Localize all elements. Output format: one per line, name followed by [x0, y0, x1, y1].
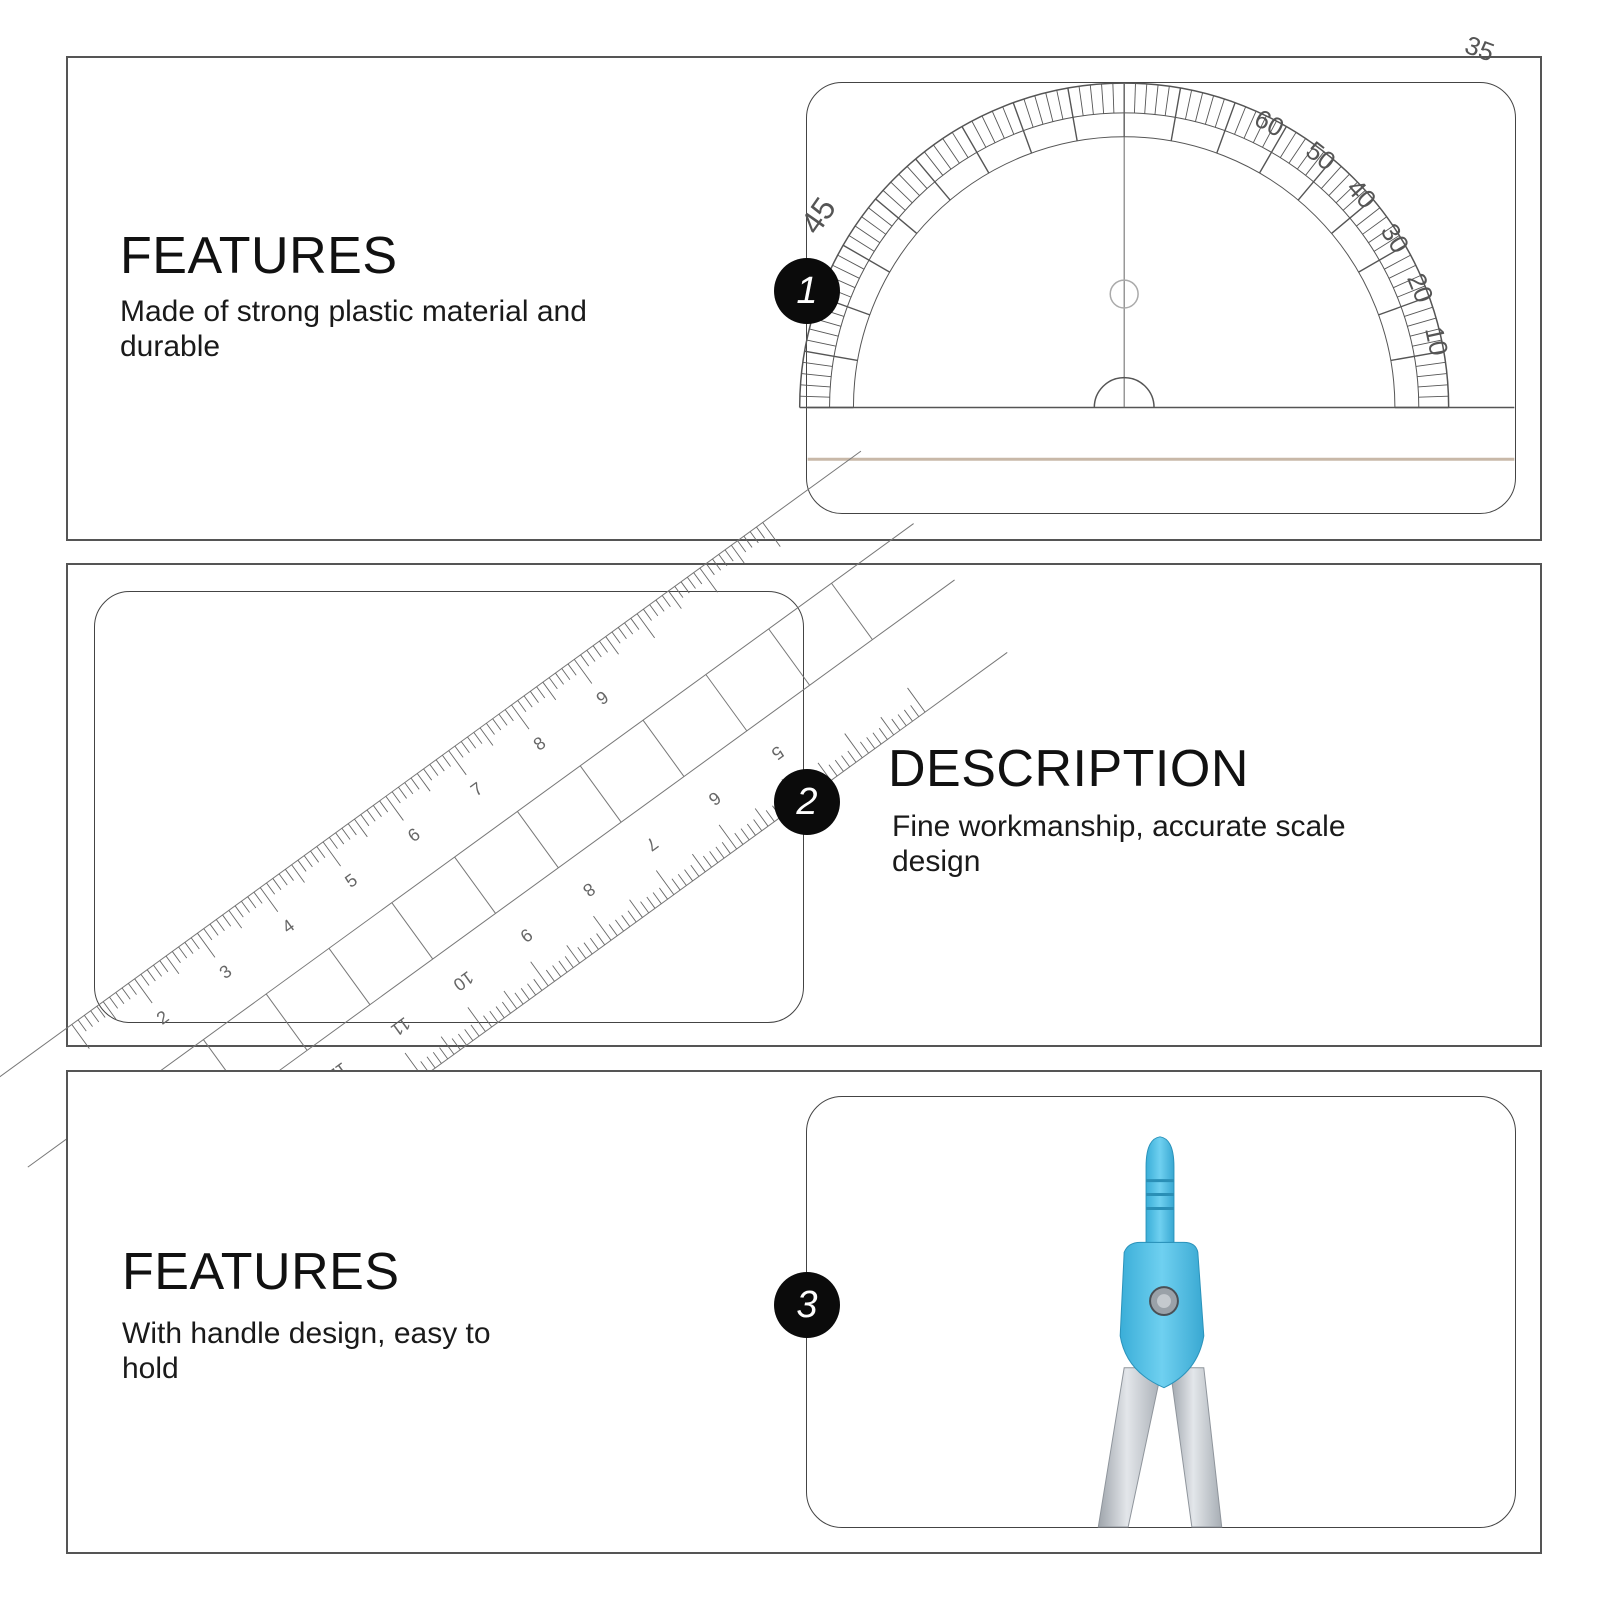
ruler-upper-tick	[292, 865, 305, 883]
ruler-lower-label: 11	[387, 1013, 415, 1041]
protractor-tick	[962, 126, 989, 173]
ruler-upper-tick	[78, 1020, 86, 1031]
ruler-upper-tick	[373, 805, 381, 816]
protractor-tick	[1134, 83, 1135, 113]
ruler-upper-tick	[367, 810, 375, 821]
ruler-lower-tick	[440, 1048, 448, 1059]
ruler-upper-tick	[179, 947, 187, 958]
ruler-upper-tick	[204, 929, 212, 940]
feature-panel-1	[66, 31, 1542, 541]
ruler-upper-tick	[650, 605, 658, 616]
ruler-divider	[769, 629, 810, 685]
ruler-divider	[329, 948, 370, 1004]
protractor-degree-label: 50	[1300, 136, 1341, 177]
ruler-upper-tick	[493, 719, 501, 730]
panel-3-text: With handle design, easy to hold	[122, 1317, 491, 1385]
protractor-tick	[809, 329, 838, 336]
ruler-upper-tick	[97, 1006, 105, 1017]
panel-1-heading: FEATURES	[120, 227, 398, 285]
ruler-upper-tick	[731, 545, 744, 563]
ruler-upper-label: 2	[152, 1006, 173, 1029]
ruler-lower-label: 8	[579, 878, 600, 901]
ruler-photo	[94, 591, 804, 1041]
ruler-lower-tick	[452, 1039, 460, 1050]
ruler-upper-tick	[304, 856, 312, 867]
ruler-divider	[517, 811, 558, 867]
ruler-lower-tick	[835, 760, 843, 771]
compass-right-leg	[1170, 1368, 1222, 1527]
ruler-upper-label: 9	[592, 686, 613, 710]
ruler-upper-tick	[537, 687, 545, 698]
ruler-upper-tick	[669, 591, 682, 609]
ruler-upper-tick	[681, 582, 689, 593]
ruler-upper-tick	[386, 796, 404, 820]
ruler-upper-tick	[706, 564, 714, 575]
ruler-upper-tick	[562, 669, 570, 680]
ruler-upper-tick	[631, 618, 639, 629]
ruler-upper-tick	[380, 801, 388, 812]
ruler-upper-tick	[405, 783, 413, 794]
ruler-upper-label: 3	[215, 960, 236, 983]
ruler-upper-tick	[518, 700, 526, 711]
ruler-upper-tick	[336, 833, 344, 844]
ruler-lower-tick	[609, 924, 617, 935]
ruler-upper-tick	[637, 614, 655, 638]
ruler-upper-tick	[248, 897, 256, 908]
ruler-upper-tick	[342, 828, 350, 839]
ruler-lower-tick	[703, 856, 711, 867]
protractor-tick	[1185, 90, 1191, 119]
protractor-tick	[933, 145, 951, 169]
ruler-upper-tick	[430, 764, 438, 775]
ruler-upper-tick	[116, 993, 124, 1004]
protractor-tick	[805, 351, 858, 360]
protractor-degree-label: 30	[1374, 219, 1414, 259]
ruler-lower-tick	[860, 742, 868, 753]
ruler-lower-label: 10	[449, 967, 478, 995]
protractor-tick	[1215, 99, 1224, 127]
protractor-tick	[1217, 103, 1235, 154]
ruler-upper-tick	[72, 1024, 90, 1048]
protractor-tick	[1003, 107, 1014, 135]
ruler-lower-label: 7	[642, 833, 662, 856]
ruler-upper-tick	[530, 691, 538, 702]
ruler-upper-tick	[267, 883, 275, 894]
ruler-upper-tick	[480, 728, 493, 746]
ruler-lower-tick	[678, 874, 686, 885]
protractor-tick	[972, 121, 986, 147]
ruler-upper-tick	[185, 942, 193, 953]
ruler-lower-tick	[898, 715, 906, 726]
compass-image	[807, 1097, 1515, 1527]
step-badge-3: 3	[774, 1272, 840, 1338]
protractor-tick	[800, 385, 830, 387]
ruler-lower-tick	[521, 988, 529, 999]
protractor-tick	[1035, 96, 1043, 125]
ruler-lower-tick	[848, 751, 856, 762]
protractor-photo	[793, 31, 1516, 514]
ruler-upper-tick	[461, 742, 469, 753]
ruler-divider	[392, 903, 433, 959]
ruler-lower-tick	[881, 717, 894, 735]
ruler-lower-tick	[722, 842, 730, 853]
protractor-degree-label: 40	[1340, 174, 1381, 215]
ruler-upper-tick	[109, 997, 117, 1008]
ruler-lower-tick	[490, 1011, 498, 1022]
ruler-upper-tick	[687, 577, 695, 588]
protractor-tick	[1205, 96, 1213, 125]
ruler-divider	[455, 857, 496, 913]
ruler-lower-tick	[433, 1052, 441, 1063]
ruler-upper-tick	[474, 732, 482, 743]
protractor-tick	[1195, 93, 1202, 122]
ruler-upper-tick	[285, 869, 293, 880]
protractor-image	[793, 31, 1515, 513]
ruler-upper-tick	[147, 970, 155, 981]
ruler-upper-tick	[166, 956, 179, 974]
ruler-lower-tick	[879, 728, 887, 739]
ruler-lower-tick	[911, 705, 919, 716]
ruler-lower-tick	[546, 970, 554, 981]
ruler-lower-tick	[527, 984, 535, 995]
ruler-upper-tick	[254, 892, 262, 903]
ruler-upper-label: 6	[404, 823, 424, 846]
ruler-upper-tick	[511, 705, 529, 729]
protractor-tick	[1418, 385, 1448, 387]
ruler-upper-tick	[153, 965, 161, 976]
ruler-lower-tick	[622, 915, 630, 926]
ruler-lower-label: 5	[767, 741, 788, 764]
ruler-lower-label: 6	[704, 787, 725, 810]
protractor-tick	[992, 111, 1004, 138]
ruler-upper-tick	[712, 559, 720, 570]
ruler-lower-tick	[531, 962, 549, 986]
ruler-upper-tick	[618, 627, 626, 638]
ruler-lower-tick	[747, 824, 755, 835]
protractor-tick	[807, 340, 836, 346]
ruler-lower-tick	[659, 888, 667, 899]
ruler-lower-label: 9	[516, 924, 537, 947]
protractor-tick	[1113, 83, 1114, 113]
ruler-upper-tick	[141, 974, 149, 985]
panel-2-heading: DESCRIPTION	[888, 740, 1249, 798]
ruler-lower-tick	[504, 991, 517, 1009]
ruler-lower-tick	[584, 943, 592, 954]
ruler-upper-tick	[411, 778, 419, 789]
ruler-upper-tick	[128, 983, 136, 994]
protractor-degree-label: 45	[793, 190, 843, 241]
ruler-lower-tick	[641, 902, 649, 913]
ruler-lower-tick	[565, 956, 573, 967]
ruler-upper-tick	[241, 901, 249, 912]
protractor-tick	[1416, 362, 1446, 366]
step-badge-1: 1	[774, 258, 840, 324]
ruler-upper-tick	[361, 815, 369, 826]
protractor-tick	[1013, 103, 1031, 154]
ruler-upper-tick	[505, 710, 513, 721]
ruler-upper-tick	[543, 682, 556, 700]
feature-panel-2	[66, 563, 1542, 1047]
protractor-tick	[1145, 84, 1147, 114]
ruler-divider	[831, 583, 872, 639]
protractor-tick	[1165, 86, 1169, 116]
ruler-upper-tick	[317, 846, 325, 857]
ruler-lower-tick	[578, 947, 586, 958]
ruler-lower-tick	[630, 900, 643, 918]
ruler-upper-tick	[549, 678, 557, 689]
ruler-upper-tick	[700, 568, 718, 592]
ruler-lower-tick	[496, 1007, 504, 1018]
ruler-lower-tick	[590, 938, 598, 949]
ruler-lower-tick	[672, 879, 680, 890]
ruler-lower-tick	[427, 1057, 435, 1068]
ruler-lower-tick	[829, 765, 837, 776]
protractor-tick	[862, 217, 886, 235]
panel-2-text: Fine workmanship, accurate scale design	[892, 810, 1346, 878]
ruler-lower-tick	[692, 854, 705, 872]
ruler-upper-tick	[662, 595, 670, 606]
ruler-upper-tick	[160, 961, 168, 972]
ruler-lower-tick	[458, 1034, 466, 1045]
ruler-lower-tick	[908, 688, 926, 712]
ruler-upper-tick	[279, 874, 287, 885]
ruler-upper-tick	[191, 938, 199, 949]
protractor-tick	[801, 374, 831, 377]
ruler-upper-tick	[694, 573, 702, 584]
ruler-lower-tick	[755, 808, 768, 826]
protractor-tick	[1235, 107, 1246, 135]
protractor-tick	[849, 236, 874, 252]
ruler-lower-tick	[735, 833, 743, 844]
ruler-upper-tick	[260, 888, 278, 912]
ruler-upper-tick	[323, 842, 341, 866]
ruler-lower-tick	[441, 1037, 454, 1055]
ruler-upper-tick	[417, 773, 430, 791]
protractor-tick	[855, 226, 880, 243]
protractor-tick	[1079, 86, 1083, 116]
ruler-lower-tick	[845, 734, 863, 758]
protractor-tick	[803, 362, 833, 366]
screw-center	[1157, 1294, 1171, 1308]
ruler-upper-tick	[103, 1002, 116, 1020]
ruler-upper-tick	[599, 641, 607, 652]
ruler-upper-tick	[310, 851, 318, 862]
ruler-lower-tick	[597, 934, 605, 945]
ruler-upper-tick	[197, 933, 215, 957]
compass-handle-grip	[1146, 1137, 1174, 1243]
protractor-tick	[1068, 88, 1077, 141]
ruler-lower-tick	[719, 825, 737, 849]
ruler-upper-tick	[273, 878, 281, 889]
protractor-tick	[1419, 396, 1449, 397]
ruler-lower-tick	[691, 865, 699, 876]
ruler-upper-tick	[91, 1011, 99, 1022]
protractor-tick	[1024, 99, 1033, 127]
protractor-tick	[838, 255, 864, 269]
protractor-tick	[1155, 85, 1158, 115]
protractor-tick	[952, 132, 968, 157]
ruler-upper-tick	[574, 659, 592, 683]
ruler-upper-tick	[455, 746, 463, 757]
ruler-upper-tick	[568, 664, 576, 675]
ruler-divider	[266, 994, 307, 1050]
ruler-lower-tick	[465, 1029, 473, 1040]
protractor-degree-label: 20	[1401, 269, 1438, 307]
ruler-upper-label: 8	[529, 732, 550, 755]
protractor-tick	[1407, 318, 1436, 326]
ruler-divider	[643, 720, 684, 776]
protractor-tick	[1417, 374, 1447, 377]
ruler-upper-label: 4	[278, 915, 299, 938]
ruler-upper-tick	[229, 910, 242, 928]
ruler-upper-tick	[612, 632, 620, 643]
compass-left-leg	[1098, 1368, 1162, 1527]
ruler-upper-tick	[468, 737, 476, 748]
ruler-lower-tick	[628, 911, 636, 922]
ruler-upper-tick	[354, 819, 367, 837]
ruler-lower-tick	[892, 719, 900, 730]
ruler-lower-tick	[567, 945, 580, 963]
ruler-upper-tick	[348, 824, 356, 835]
protractor-degree-label: 60	[1249, 104, 1289, 143]
feature-panel-3	[66, 1070, 1542, 1554]
ruler-lower-tick	[515, 993, 523, 1004]
ruler-upper-tick	[216, 919, 224, 930]
ruler-lower-tick	[471, 1025, 479, 1036]
protractor-degree-label: 35	[1461, 31, 1498, 68]
ruler-lower-tick	[684, 870, 692, 881]
ruler-upper-tick	[587, 650, 595, 661]
ruler-upper-tick	[392, 792, 400, 803]
panel-1-text: Made of strong plastic material and durable	[120, 295, 587, 363]
ruler-upper-tick	[223, 915, 231, 926]
ruler-upper-tick	[329, 837, 337, 848]
ruler-lower-tick	[867, 737, 875, 748]
protractor-tick	[800, 396, 830, 397]
ruler-upper-tick	[172, 951, 180, 962]
panel-3-heading: FEATURES	[122, 1243, 400, 1301]
protractor-tick	[1171, 88, 1180, 141]
protractor-tick	[1046, 93, 1053, 122]
ruler-upper-tick	[593, 646, 601, 657]
ruler-upper-tick	[555, 673, 563, 684]
ruler-upper-tick	[524, 696, 532, 707]
ruler-lower-tick	[468, 1007, 486, 1031]
ruler-lower-tick	[615, 920, 623, 931]
ruler-upper-tick	[625, 623, 633, 634]
ruler-upper-tick	[84, 1015, 92, 1026]
protractor-tick	[1280, 132, 1296, 157]
ruler-upper-tick	[424, 769, 432, 780]
ruler-upper-label: 5	[341, 869, 362, 892]
ruler-lower-tick	[842, 756, 850, 767]
ruler-upper-tick	[210, 924, 218, 935]
ruler-upper-tick	[656, 600, 664, 611]
ruler-upper-tick	[581, 655, 589, 666]
ruler-upper-tick	[675, 586, 683, 597]
ruler-upper-tick	[449, 751, 467, 775]
ruler-lower-tick	[716, 847, 724, 858]
ruler-lower-tick	[741, 829, 749, 840]
protractor-tick	[1102, 84, 1104, 114]
protractor-tick	[1384, 255, 1410, 269]
ruler-lower-tick	[534, 979, 542, 990]
ruler-upper-tick	[122, 988, 130, 999]
ruler-lower-tick	[873, 733, 881, 744]
ruler-lower-tick	[904, 710, 912, 721]
ruler-upper-tick	[298, 860, 306, 871]
ruler-lower-tick	[647, 897, 655, 908]
ruler-divider	[580, 766, 621, 822]
ruler-upper-tick	[486, 723, 494, 734]
ruler-upper-tick	[606, 637, 619, 655]
protractor-tick	[982, 116, 995, 143]
protractor-tick	[843, 245, 890, 272]
ruler-lower-tick	[484, 1016, 492, 1027]
protractor-tick	[943, 138, 960, 163]
ruler-lower-tick	[502, 1002, 510, 1013]
protractor-tick	[1090, 85, 1093, 115]
ruler-lower-tick	[593, 916, 611, 940]
ruler-lower-tick	[766, 810, 774, 821]
ruler-lower-tick	[710, 851, 718, 862]
ruler-lower-tick	[553, 966, 561, 977]
ruler-upper-tick	[643, 609, 651, 620]
step-badge-2: 2	[774, 769, 840, 835]
ruler-upper-tick	[235, 906, 243, 917]
ruler-upper-tick	[719, 554, 727, 565]
ruler-upper-tick	[442, 755, 450, 766]
ruler-lower-tick	[656, 870, 674, 894]
ruler-upper-label: 7	[466, 778, 487, 801]
ruler-upper-tick	[738, 541, 746, 552]
ruler-divider	[706, 675, 747, 731]
ruler-lower-tick	[559, 961, 567, 972]
ruler-lower-tick	[754, 819, 762, 830]
ruler-lower-tick	[653, 892, 661, 903]
protractor-tick	[1057, 90, 1063, 119]
ruler-upper-tick	[398, 787, 406, 798]
ruler-upper-tick	[499, 714, 507, 725]
ruler-upper-tick	[725, 550, 733, 561]
compass-photo	[806, 1096, 1516, 1528]
protractor-degree-label: 10	[1419, 324, 1453, 359]
protractor-tick	[1404, 307, 1432, 316]
ruler-upper-tick	[436, 760, 444, 771]
ruler-image	[95, 592, 803, 1041]
ruler-upper-tick	[135, 979, 153, 1003]
